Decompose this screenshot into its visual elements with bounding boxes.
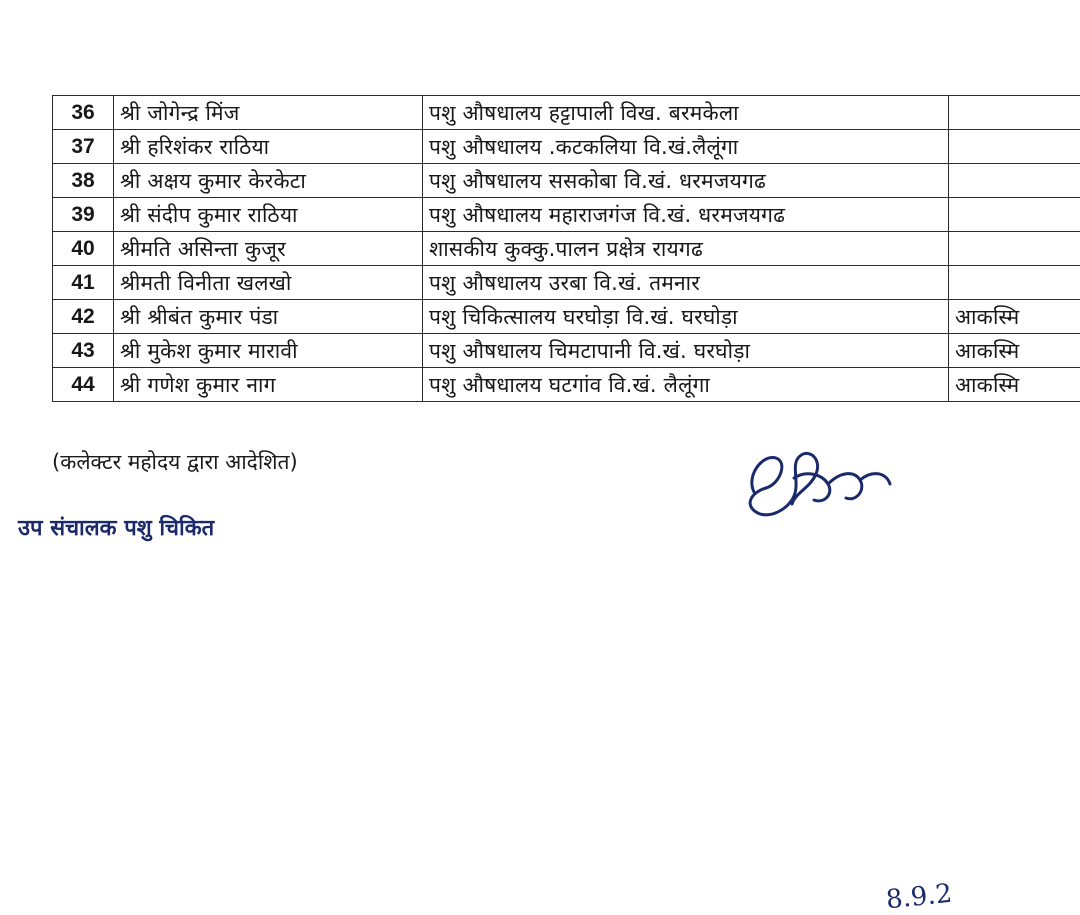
row-serial: 41: [53, 266, 114, 300]
table-row: [53, 232, 1080, 266]
row-name: श्री हरिशंकर राठिया: [114, 130, 423, 164]
table-row: [53, 164, 1080, 198]
table-row: [53, 334, 1080, 368]
table-row: [53, 368, 1080, 402]
row-name: श्री जोगेन्द्र मिंज: [114, 96, 423, 130]
row-place: पशु औषधालय ससकोबा वि.खं. धरमजयगढ: [423, 164, 949, 198]
employee-posting-table: [52, 95, 1080, 402]
row-extra: [949, 266, 1080, 300]
row-name: श्रीमति असिन्ता कुजूर: [114, 232, 423, 266]
row-name: श्रीमती विनीता खलखो: [114, 266, 423, 300]
row-extra: [949, 164, 1080, 198]
row-serial: 36: [53, 96, 114, 130]
row-extra: आकस्मि: [949, 368, 1080, 402]
row-extra: आकस्मि: [949, 334, 1080, 368]
row-name: श्री संदीप कुमार राठिया: [114, 198, 423, 232]
signature-scribble-icon: [736, 430, 1066, 540]
table-row: [53, 96, 1080, 130]
row-name: श्री गणेश कुमार नाग: [114, 368, 423, 402]
row-place: पशु औषधालय चिमटापानी वि.खं. घरघोड़ा: [423, 334, 949, 368]
row-place: पशु चिकित्सालय घरघोड़ा वि.खं. घरघोड़ा: [423, 300, 949, 334]
row-name: श्री श्रीबंत कुमार पंडा: [114, 300, 423, 334]
table-row: [53, 130, 1080, 164]
table-row: [53, 198, 1080, 232]
footer-note: (कलेक्टर महोदय द्वारा आदेशित): [52, 448, 298, 476]
table-body: [53, 96, 1080, 402]
signature-block: [736, 430, 1066, 540]
table-row: [53, 266, 1080, 300]
row-place: शासकीय कुक्कु.पालन प्रक्षेत्र रायगढ: [423, 232, 949, 266]
row-serial: 39: [53, 198, 114, 232]
row-place: पशु औषधालय .कटकलिया वि.खं.लैलूंगा: [423, 130, 949, 164]
row-extra: [949, 130, 1080, 164]
row-extra: [949, 96, 1080, 130]
signature-designation: उप संचालक पशु चिकित: [18, 512, 214, 542]
row-place: पशु औषधालय हट्टापाली विख. बरमकेला: [423, 96, 949, 130]
signature-date: 8.9.2: [885, 879, 954, 915]
row-serial: 43: [53, 334, 114, 368]
row-serial: 42: [53, 300, 114, 334]
row-place: पशु औषधालय घटगांव वि.खं. लैलूंगा: [423, 368, 949, 402]
row-name: श्री मुकेश कुमार मारावी: [114, 334, 423, 368]
table-row: [53, 300, 1080, 334]
row-serial: 40: [53, 232, 114, 266]
row-extra: आकस्मि: [949, 300, 1080, 334]
row-name: श्री अक्षय कुमार केरकेटा: [114, 164, 423, 198]
row-serial: 44: [53, 368, 114, 402]
row-place: पशु औषधालय उरबा वि.खं. तमनार: [423, 266, 949, 300]
row-extra: [949, 232, 1080, 266]
row-extra: [949, 198, 1080, 232]
row-serial: 37: [53, 130, 114, 164]
row-place: पशु औषधालय महाराजगंज वि.खं. धरमजयगढ: [423, 198, 949, 232]
row-serial: 38: [53, 164, 114, 198]
